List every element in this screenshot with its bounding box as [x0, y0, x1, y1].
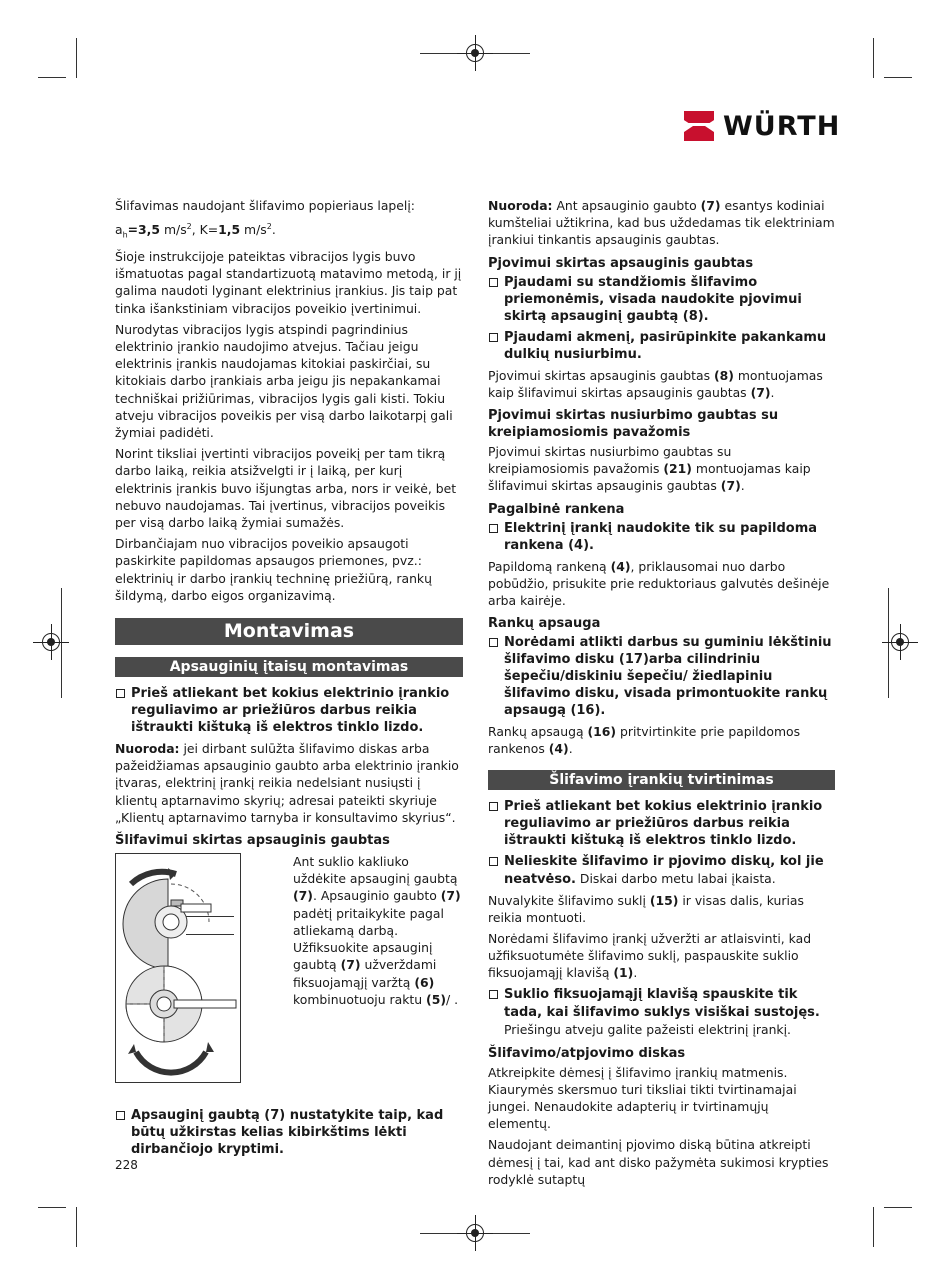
crop-mark [888, 588, 889, 698]
guard-figure [115, 853, 241, 1083]
wurth-logo-icon [683, 110, 715, 142]
warning-bullet: Prieš atliekant bet kokius elektrinio įrankio reguliavimo ar priežiūros darbus reikia ištraukti kištuką iš elektros tinklo lizdo. [115, 685, 463, 736]
crop-mark [61, 588, 62, 698]
registration-mark-icon [891, 633, 909, 651]
warning-bullet: Pjaudami akmenį, pasirūpinkite pakankamu dulkių nusiurbimu. [488, 329, 835, 363]
crop-mark [38, 1207, 66, 1208]
brand-wordmark: WÜRTH [723, 110, 841, 142]
paragraph: Atkreipkite dėmesį į šlifavimo įrankių matmenis. Kiaurymės skersmuo turi tiksliai tikti tvirtinamajai jungei. Nenaudokite adapterių ir tvirtinamųjų elementų. [488, 1064, 797, 1132]
subheading: Pjovimui skirtas nusiurbimo gaubtas su kreipiamosiomis pavažomis [488, 408, 779, 441]
warning-bullet: Elektrinį įrankį naudokite tik su papildoma rankena (4). [488, 520, 835, 554]
vibration-values: $a_h=3,5$ $m/s^2$, K=1,5 $m/s^2$. [115, 222, 276, 240]
warning-bullet: Pjaudami su standžiomis šlifavimo priemonėmis, visada naudokite pjovimui skirtą apsauginį gaubtą (8). [488, 274, 835, 325]
note: Nuoroda: jei dirbant sulūžta šlifavimo diskas arba pažeidžiamas apsauginio gaubto arba elektrinio įrankio įtvaras, elektrinį įrankį reikia nedelsiant nusiųsti į klientų aptarnavimo skyrių; adresai pateikti skyriuje „Klientų aptarnavimo tarnyba ir konsultavimo skyrius“. [115, 741, 459, 825]
paragraph: Nurodytas vibracijos lygis atspindi pagrindinius elektrinio įrankio naudojimo atvejus. Tačiau jeigu elektrinis įrankis naudojamas kitokiai paskirčiai, su kitokiais darbo įrankiais arba jeigu jis nepakankamai techniškai prižiūrimas, vibracijos lygis gali kisti. Tokiu atveju vibracijos poveikis per visą darbo laikotarpį gali žymiai padidėti. [115, 321, 453, 441]
paragraph: Dirbančiajam nuo vibracijos poveikio apsaugoti paskirkite papildomas apsaugos priemones, pvz.: elektrinių ir darbo įrankių techninę priežiūrą, rankų šildymą, darbo eigos organizavimą. [115, 536, 432, 603]
subheading: Pjovimui skirtas apsauginis gaubtas [488, 255, 754, 271]
paragraph: Pjovimui skirtas apsauginis gaubtas (8) montuojamas kaip šlifavimui skirtas apsauginis gaubtas (7). [488, 367, 823, 400]
paragraph: Naudojant deimantinį pjovimo diską būtina atkreipti dėmesį į tai, kad ant disko pažymėta sukimosi krypties rodyklė sutaptų [488, 1137, 829, 1187]
paragraph: Papildomą rankeną (4), priklausomai nuo darbo pobūdžio, prisukite prie reduktoriaus galvutės dešinėje arba kairėje. [488, 558, 830, 609]
crop-mark [76, 38, 77, 78]
page-number: 228 [115, 1158, 138, 1172]
paragraph: Nuvalykite šlifavimo suklį (15) ir visas dalis, kurias reikia montuoti. [488, 892, 804, 925]
warning-bullet: Suklio fiksuojamąjį klavišą spauskite tik tada, kai šlifavimo suklys visiškai sustojęs. Priešingu atveju galite pažeisti elektrinį įrankį. [488, 986, 835, 1039]
crop-mark [873, 1207, 874, 1247]
guard-illustration-icon [116, 854, 240, 1082]
crop-mark [884, 1207, 912, 1208]
section-heading-montavimas: Montavimas [115, 618, 463, 645]
left-column [115, 197, 463, 1162]
paragraph: Norint tiksliai įvertinti vibracijos poveikį per tam tikrą darbo laiką, reikia atsižvelgti ir į laiką, per kurį elektrinis įrankis buvo išjungtas arba, nors ir veikė, bet nebuvo naudojamas. Tai įvertinus, vibracijos poveikis per visą darbo laiką žymiai sumažės. [115, 446, 457, 531]
brand-logo [683, 110, 840, 142]
warning-bullet: Norėdami atlikti darbus su guminiu lėkštiniu šlifavimo disku (17)arba cilindriniu šepečiu/diskiniu šepečiu/ žiedlapiniu šlifavimo disku, visada primontuokite rankų apsaugą (16). [488, 634, 835, 719]
registration-mark-icon [42, 633, 60, 651]
subsection-heading: Apsauginių įtaisų montavimas [115, 657, 463, 677]
subheading: Šlifavimo/atpjovimo diskas [488, 1045, 686, 1061]
subheading: Šlifavimui skirtas apsauginis gaubtas [115, 833, 390, 849]
crop-mark [873, 38, 874, 78]
warning-bullet: Nelieskite šlifavimo ir pjovimo diskų, kol jie neatvėso. Diskai darbo metu labai įkaista. [488, 853, 835, 888]
paragraph: Norėdami šlifavimo įrankį užveržti ar atlaisvinti, kad užfiksuotumėte šlifavimo suklį, paspauskite suklio fiksuojamąjį klavišą (1). [488, 931, 812, 981]
registration-mark-icon [466, 44, 484, 62]
figure-caption: Ant suklio kakliuko uždėkite apsauginį gaubtą (7). Apsauginio gaubto (7) padėtį pritaikykite pagal atliekamą darbą. Užfiksuokite apsauginį gaubtą (7) užverždami fiksuojamąjį varžtą (6) kombinuotuoju raktu (5)/ . [293, 854, 461, 1007]
paragraph: Šioje instrukcijoje pateiktas vibracijos lygis buvo išmatuotas pagal standartizuotą matavimo metodą, ir jį galima naudoti lyginant elektrinius įrankius. Jis taip pat tinka išankstiniam vibracijos poveikio įvertinimui. [115, 249, 462, 316]
paragraph: Pjovimui skirtas nusiurbimo gaubtas su kreipiamosiomis pavažomis (21) montuojamas kaip šlifavimui skirtas apsauginis gaubtas (7). [488, 444, 811, 494]
crop-mark [38, 77, 66, 78]
paragraph: Rankų apsaugą (16) pritvirtinkite prie papildomos rankenos (4). [488, 724, 801, 757]
intro-line: Šlifavimas naudojant šlifavimo popieriaus lapelį: [115, 198, 415, 213]
subheading: Pagalbinė rankena [488, 501, 625, 517]
note: Nuoroda: Ant apsauginio gaubto (7) esantys kodiniai kumšteliai užtikrina, kad bus uždedamas tik elektriniam įrankiui tinkantis apsauginis gaubtas. [488, 198, 835, 248]
warning-bullet: Prieš atliekant bet kokius elektrinio įrankio reguliavimo ar priežiūros darbus reikia ištraukti kištuką iš elektros tinklo lizdo. [488, 798, 835, 849]
warning-bullet: Apsauginį gaubtą (7) nustatykite taip, kad būtų užkirstas kelias kibirkštims lėkti dirbančiojo kryptimi. [115, 1107, 463, 1158]
subheading: Rankų apsauga [488, 616, 601, 632]
figure-row [115, 853, 463, 1083]
subsection-heading: Šlifavimo įrankių tvirtinimas [488, 770, 835, 790]
crop-mark [76, 1207, 77, 1247]
crop-mark [884, 77, 912, 78]
right-column [488, 197, 835, 1192]
registration-mark-icon [466, 1224, 484, 1242]
